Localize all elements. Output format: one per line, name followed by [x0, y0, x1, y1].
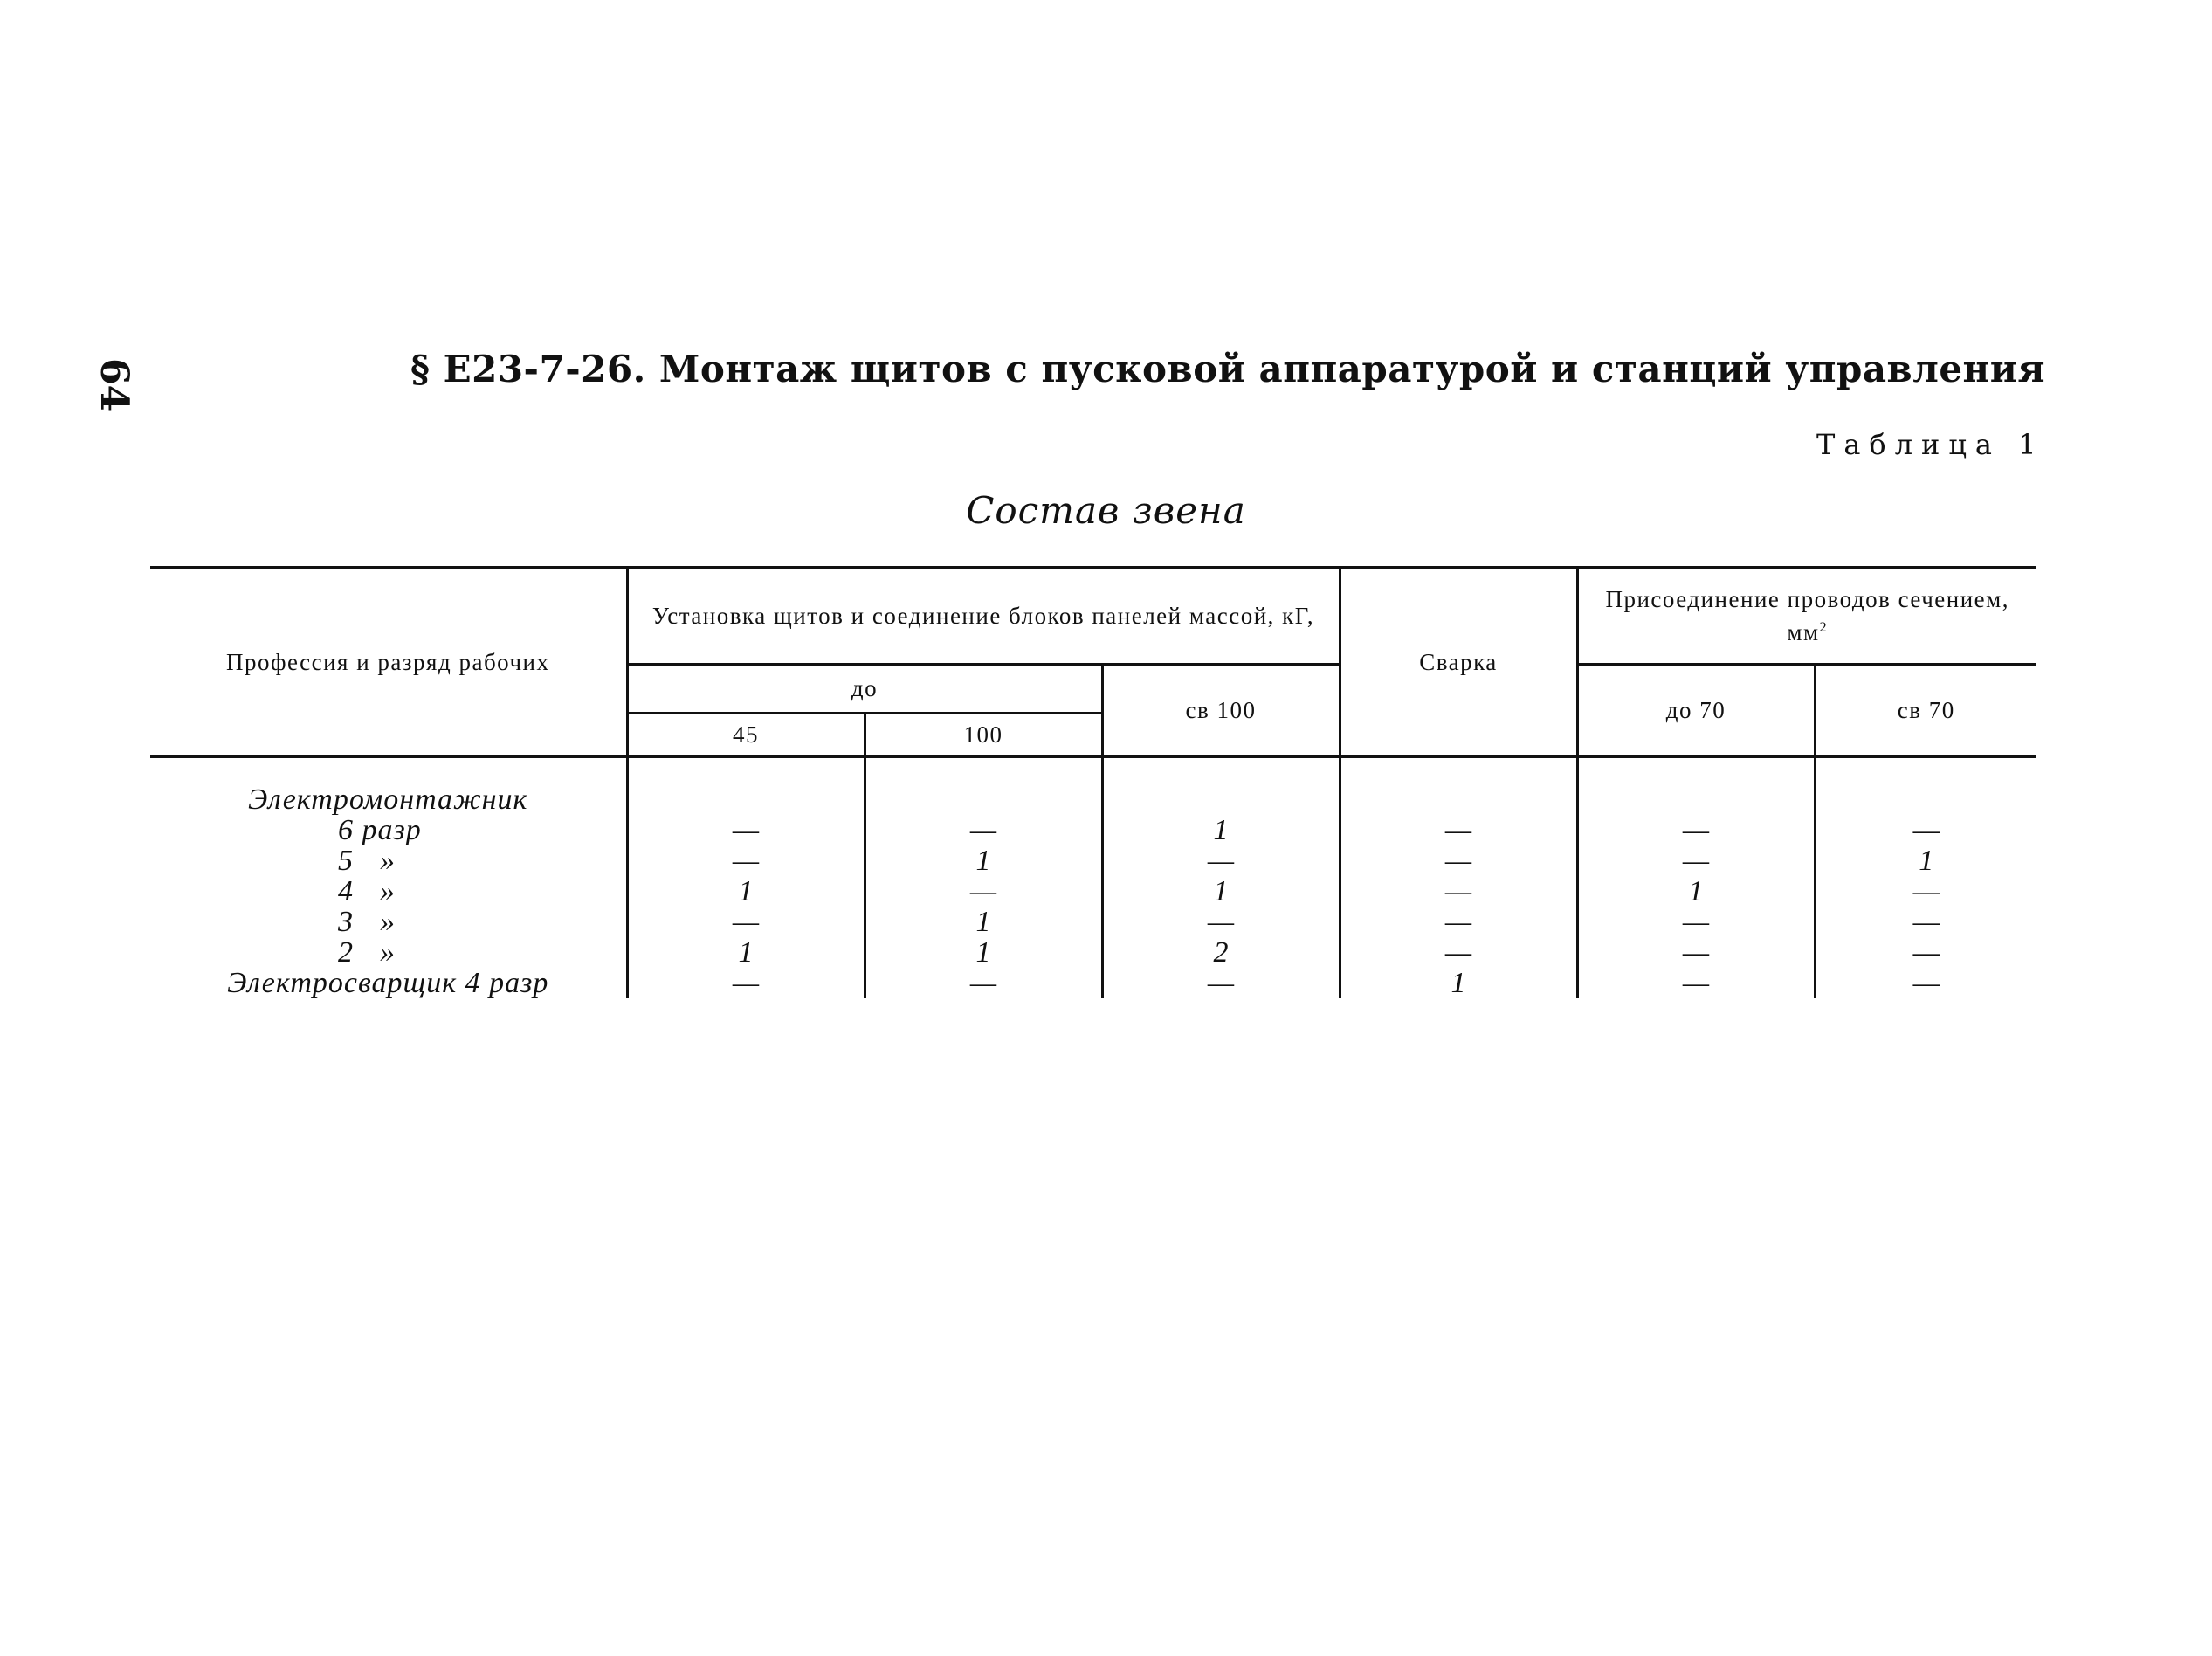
table-cell: — [1815, 815, 2036, 845]
table-cell: — [1340, 876, 1577, 907]
row-name [150, 937, 627, 968]
row-grade: 4 [338, 875, 354, 907]
table-cell: — [865, 968, 1102, 998]
table-cell: — [1340, 815, 1577, 845]
table-cell [865, 756, 1102, 815]
header-connect-text: Присоединение проводов сечением, мм [1605, 586, 2010, 646]
table-cell [1815, 756, 2036, 815]
row-grade: 5 [338, 845, 354, 877]
row-grade: 3 [338, 906, 354, 938]
table-cell: 1 [1102, 815, 1340, 845]
header-45: 45 [627, 713, 865, 756]
group-label: Электромонтажник [248, 783, 528, 816]
table-row [150, 815, 2036, 845]
table-cell: — [627, 907, 865, 937]
table-cell: 1 [865, 845, 1102, 876]
table-cell: — [1340, 937, 1577, 968]
crew-composition-table [150, 566, 2036, 998]
table-row [150, 876, 2036, 907]
header-connect-group [1577, 568, 2036, 664]
table-row [150, 968, 2036, 998]
table-cell: — [1815, 968, 2036, 998]
header-welding: Сварка [1340, 568, 1577, 756]
table-cell: — [1815, 937, 2036, 968]
table-cell: — [1577, 907, 1815, 937]
ditto-mark: » [380, 906, 396, 938]
section-title: § Е23-7-26. Монтаж щитов с пусковой аппаратурой и станций управления [410, 348, 2045, 390]
table-cell: — [1102, 968, 1340, 998]
row-name: Электросварщик 4 разр [227, 967, 549, 999]
table-cell: — [865, 876, 1102, 907]
table-cell: — [627, 968, 865, 998]
table-cell: — [1815, 907, 2036, 937]
header-100: 100 [865, 713, 1102, 756]
table-cell: 1 [1577, 876, 1815, 907]
table-cell: 2 [1102, 937, 1340, 968]
row-grade: 2 [338, 936, 354, 969]
header-install-group: Установка щитов и соединение блоков панелей массой, кГ, [627, 568, 1340, 664]
row-name [150, 876, 627, 907]
table-cell: 1 [1102, 876, 1340, 907]
ditto-mark: » [380, 845, 396, 877]
header-over-100: св 100 [1102, 664, 1340, 756]
table-cell: — [865, 815, 1102, 845]
table-caption: Состав звена [966, 489, 1246, 532]
table-label: Таблица 1 [1816, 428, 2045, 461]
table-cell [1577, 756, 1815, 815]
table-cell: — [1102, 845, 1340, 876]
ditto-mark: » [380, 875, 396, 907]
table-cell [1102, 756, 1340, 815]
table-cell: 1 [627, 937, 865, 968]
table-cell: 1 [865, 907, 1102, 937]
table-cell: — [1815, 876, 2036, 907]
table-cell: — [627, 845, 865, 876]
table-cell: — [1577, 968, 1815, 998]
row-grade: 6 разр [338, 814, 422, 846]
table-cell: — [1102, 907, 1340, 937]
row-name [150, 845, 627, 876]
table-cell: — [1577, 937, 1815, 968]
table-cell [1340, 756, 1577, 815]
header-upto: до [627, 664, 1102, 713]
table-row-group [150, 756, 2036, 815]
table-cell: — [1340, 907, 1577, 937]
table-row [150, 845, 2036, 876]
header-connect-unit-sup: 2 [1819, 619, 1829, 636]
table-cell: 1 [627, 876, 865, 907]
table-cell: 1 [1815, 845, 2036, 876]
header-upto-70: до 70 [1577, 664, 1815, 756]
table-cell: — [1340, 845, 1577, 876]
header-profession: Профессия и разряд рабочих [150, 568, 627, 756]
table-cell: 1 [865, 937, 1102, 968]
row-name [150, 815, 627, 845]
table-cell: — [627, 815, 865, 845]
page-number: 64 [92, 358, 136, 412]
table-cell: 1 [1340, 968, 1577, 998]
table-cell [627, 756, 865, 815]
table-cell: — [1577, 815, 1815, 845]
table-row [150, 907, 2036, 937]
table-cell: — [1577, 845, 1815, 876]
ditto-mark: » [380, 936, 396, 969]
row-name [150, 907, 627, 937]
table-row [150, 937, 2036, 968]
header-over-70: св 70 [1815, 664, 2036, 756]
